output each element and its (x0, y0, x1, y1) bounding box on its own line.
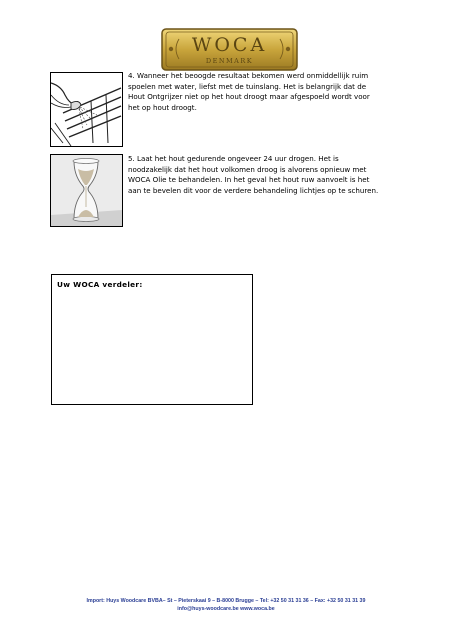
garden-hose-rinsing-icon (51, 73, 122, 146)
step-4-text: 4. Wanneer het beoogde resultaat bekomen werd onmiddellijk ruim spoelen met water, liefst met de tuinslang. Het is belangrijk dat de Hout Ontgrijzer niet op het hout droogt maar afgespoeld wordt voor het op hout droogt. (128, 71, 370, 112)
logo-sub-text: DENMARK (205, 57, 254, 65)
step-5-text: 5. Laat het hout gedurende ongeveer 24 uur drogen. Het is noodzakelijk dat het hout volkomen droog is alvorens opnieuw met WOCA Olie te behandelen. In het geval het hout ruw aanvoelt is het aan te bevelen dit voor de verdere behandeling lichtjes op te schuren. (128, 154, 379, 195)
step-5-illustration (50, 154, 123, 227)
hourglass-icon (51, 155, 122, 226)
logo-brand-text: WOCA (191, 34, 268, 56)
footer-address: Import: Huys Woodcare BVBA– St – Pieterskaai 9 – B-8000 Brugge – Tel: +32 50 31 31 36 – Fax: +32 50 31 31 39 (86, 598, 366, 604)
woca-denmark-logo (161, 28, 298, 71)
footer-contact: info@huys-woodcare.be www.woca.be (177, 605, 275, 612)
step-4-illustration (50, 72, 123, 147)
dealer-label: Uw WOCA verdeler: (57, 280, 143, 289)
footer (0, 598, 452, 613)
dealer-stamp-box (51, 274, 253, 405)
